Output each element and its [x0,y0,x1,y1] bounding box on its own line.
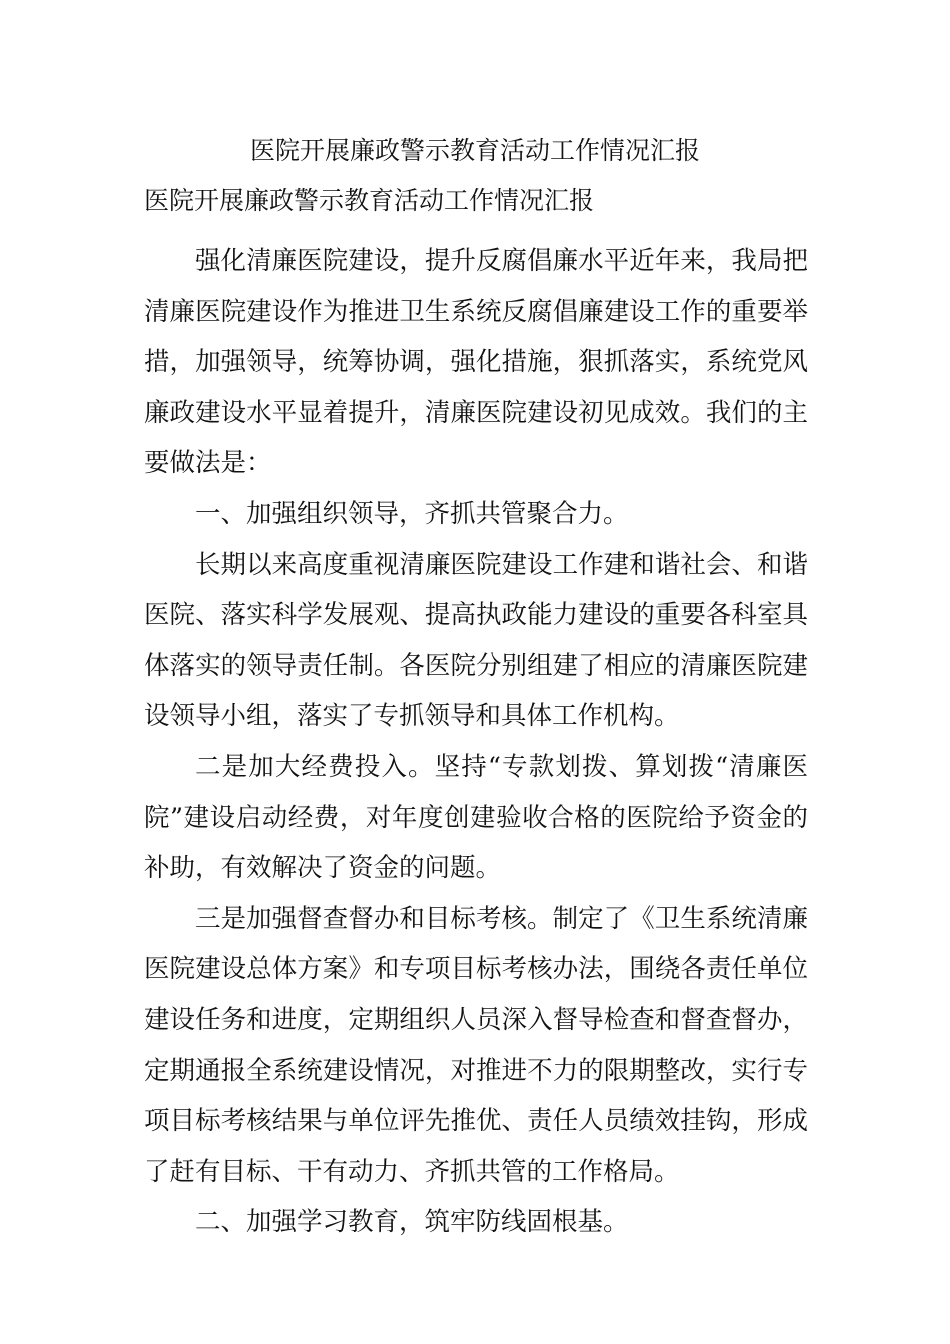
paragraph-funding: 二是加大经费投入。坚持“专款划拨、算划拨“清廉医院”建设启动经费，对年度创建验收合格的医院给予资金的补助，有效解决了资金的问题。 [144,751,808,884]
section-heading-2: 二、加强学习教育，筑牢防线固根基。 [195,1207,629,1238]
document-body [144,236,808,1248]
document-title: 医院开展廉政警示教育活动工作情况汇报 [249,136,700,165]
paragraph-leadership: 长期以来高度重视清廉医院建设工作建和谐社会、和谐医院、落实科学发展观、提高执政能力建设的重要各科室具体落实的领导责任制。各医院分别组建了相应的清廉医院建设领导小组，落实了专抓领导和具体工作机构。 [144,549,808,732]
paragraph-supervision: 三是加强督查督办和目标考核。制定了《卫生系统清廉医院建设总体方案》和专项目标考核办法，围绕各责任单位建设任务和进度，定期组织人员深入督导检查和督查督办，定期通报全系统建设情况，对推进不力的限期整改，实行专项目标考核结果与单位评先推优、责任人员绩效挂钩，形成了赶有目标、干有动力、齐抓共管的工作格局。 [144,903,808,1187]
document-subtitle: 医院开展廉政警示教育活动工作情况汇报 [144,186,595,215]
section-heading-1: 一、加强组织领导，齐抓共管聚合力。 [195,498,629,529]
paragraph-intro: 强化清廉医院建设，提升反腐倡廉水平近年来，我局把清廉医院建设作为推进卫生系统反腐倡廉建设工作的重要举措，加强领导，统筹协调，强化措施，狠抓落实，系统党风廉政建设水平显着提升，清廉医院建设初见成效。我们的主要做法是： [144,246,808,479]
